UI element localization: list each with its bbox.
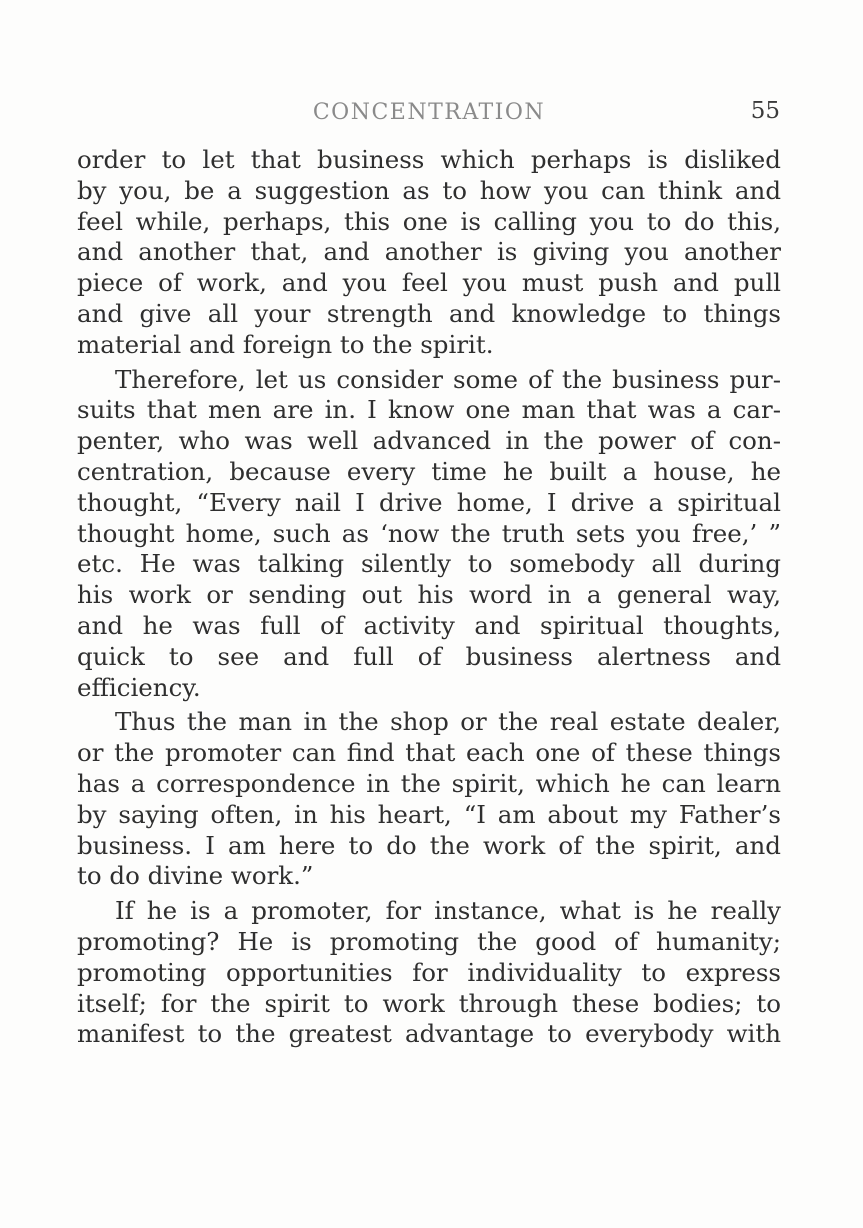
text-line: Therefore, let us consider some of the business pur-	[115, 364, 781, 394]
text-line: promoting? He is promoting the good of humanity;	[77, 926, 781, 956]
text-line: material and foreign to the spirit.	[77, 329, 494, 359]
body-text	[77, 145, 781, 1054]
text-line: feel while, perhaps, this one is calling you to do this,	[77, 206, 781, 236]
text-line: Thus the man in the shop or the real estate dealer,	[115, 707, 781, 737]
text-line: penter, who was well advanced in the power of con-	[77, 426, 781, 456]
text-line: suits that men are in. I know one man that was a car-	[77, 395, 781, 425]
running-head	[76, 96, 782, 130]
text-line: his work or sending out his word in a general way,	[77, 580, 781, 610]
text-line: thought, “Every nail I drive home, I drive a spiritual	[77, 487, 781, 517]
paragraph-3	[77, 707, 781, 892]
text-line: If he is a promoter, for instance, what is he really	[115, 896, 781, 926]
text-line: and he was full of activity and spiritual thoughts,	[77, 610, 781, 640]
text-line: by you, be a suggestion as to how you can think and	[77, 175, 781, 205]
text-line: itself; for the spirit to work through these bodies; to	[77, 988, 781, 1018]
text-line: business. I am here to do the work of the spirit, and	[77, 830, 781, 860]
text-line: has a correspondence in the spirit, which he can learn	[77, 768, 781, 798]
text-line: or the promoter can find that each one of these things	[77, 738, 781, 768]
text-line: centration, because every time he built a house, he	[77, 456, 781, 486]
paragraph-4	[77, 896, 781, 1050]
running-title: CONCENTRATION	[312, 100, 546, 125]
text-line: piece of work, and you feel you must push and pull	[77, 268, 781, 298]
text-line: and another that, and another is giving you another	[77, 237, 781, 267]
text-line: efficiency.	[77, 672, 201, 702]
text-line: thought home, such as ‘now the truth sets you free,’ ”	[77, 518, 781, 548]
text-line: etc. He was talking silently to somebody all during	[77, 549, 781, 579]
text-line: and give all your strength and knowledge to things	[77, 298, 781, 328]
text-line: order to let that business which perhaps is disliked	[77, 145, 781, 174]
text-line: by saying often, in his heart, “I am about my Father’s	[77, 799, 781, 829]
text-line: manifest to the greatest advantage to everybody with	[77, 1019, 781, 1049]
page-number: 55	[750, 98, 780, 124]
paragraph-2	[77, 365, 781, 704]
text-line: promoting opportunities for individuality to express	[77, 957, 781, 987]
text-line: quick to see and full of business alertness and	[77, 641, 781, 671]
paragraph-1	[77, 145, 781, 361]
text-line: to do divine work.”	[77, 861, 314, 891]
